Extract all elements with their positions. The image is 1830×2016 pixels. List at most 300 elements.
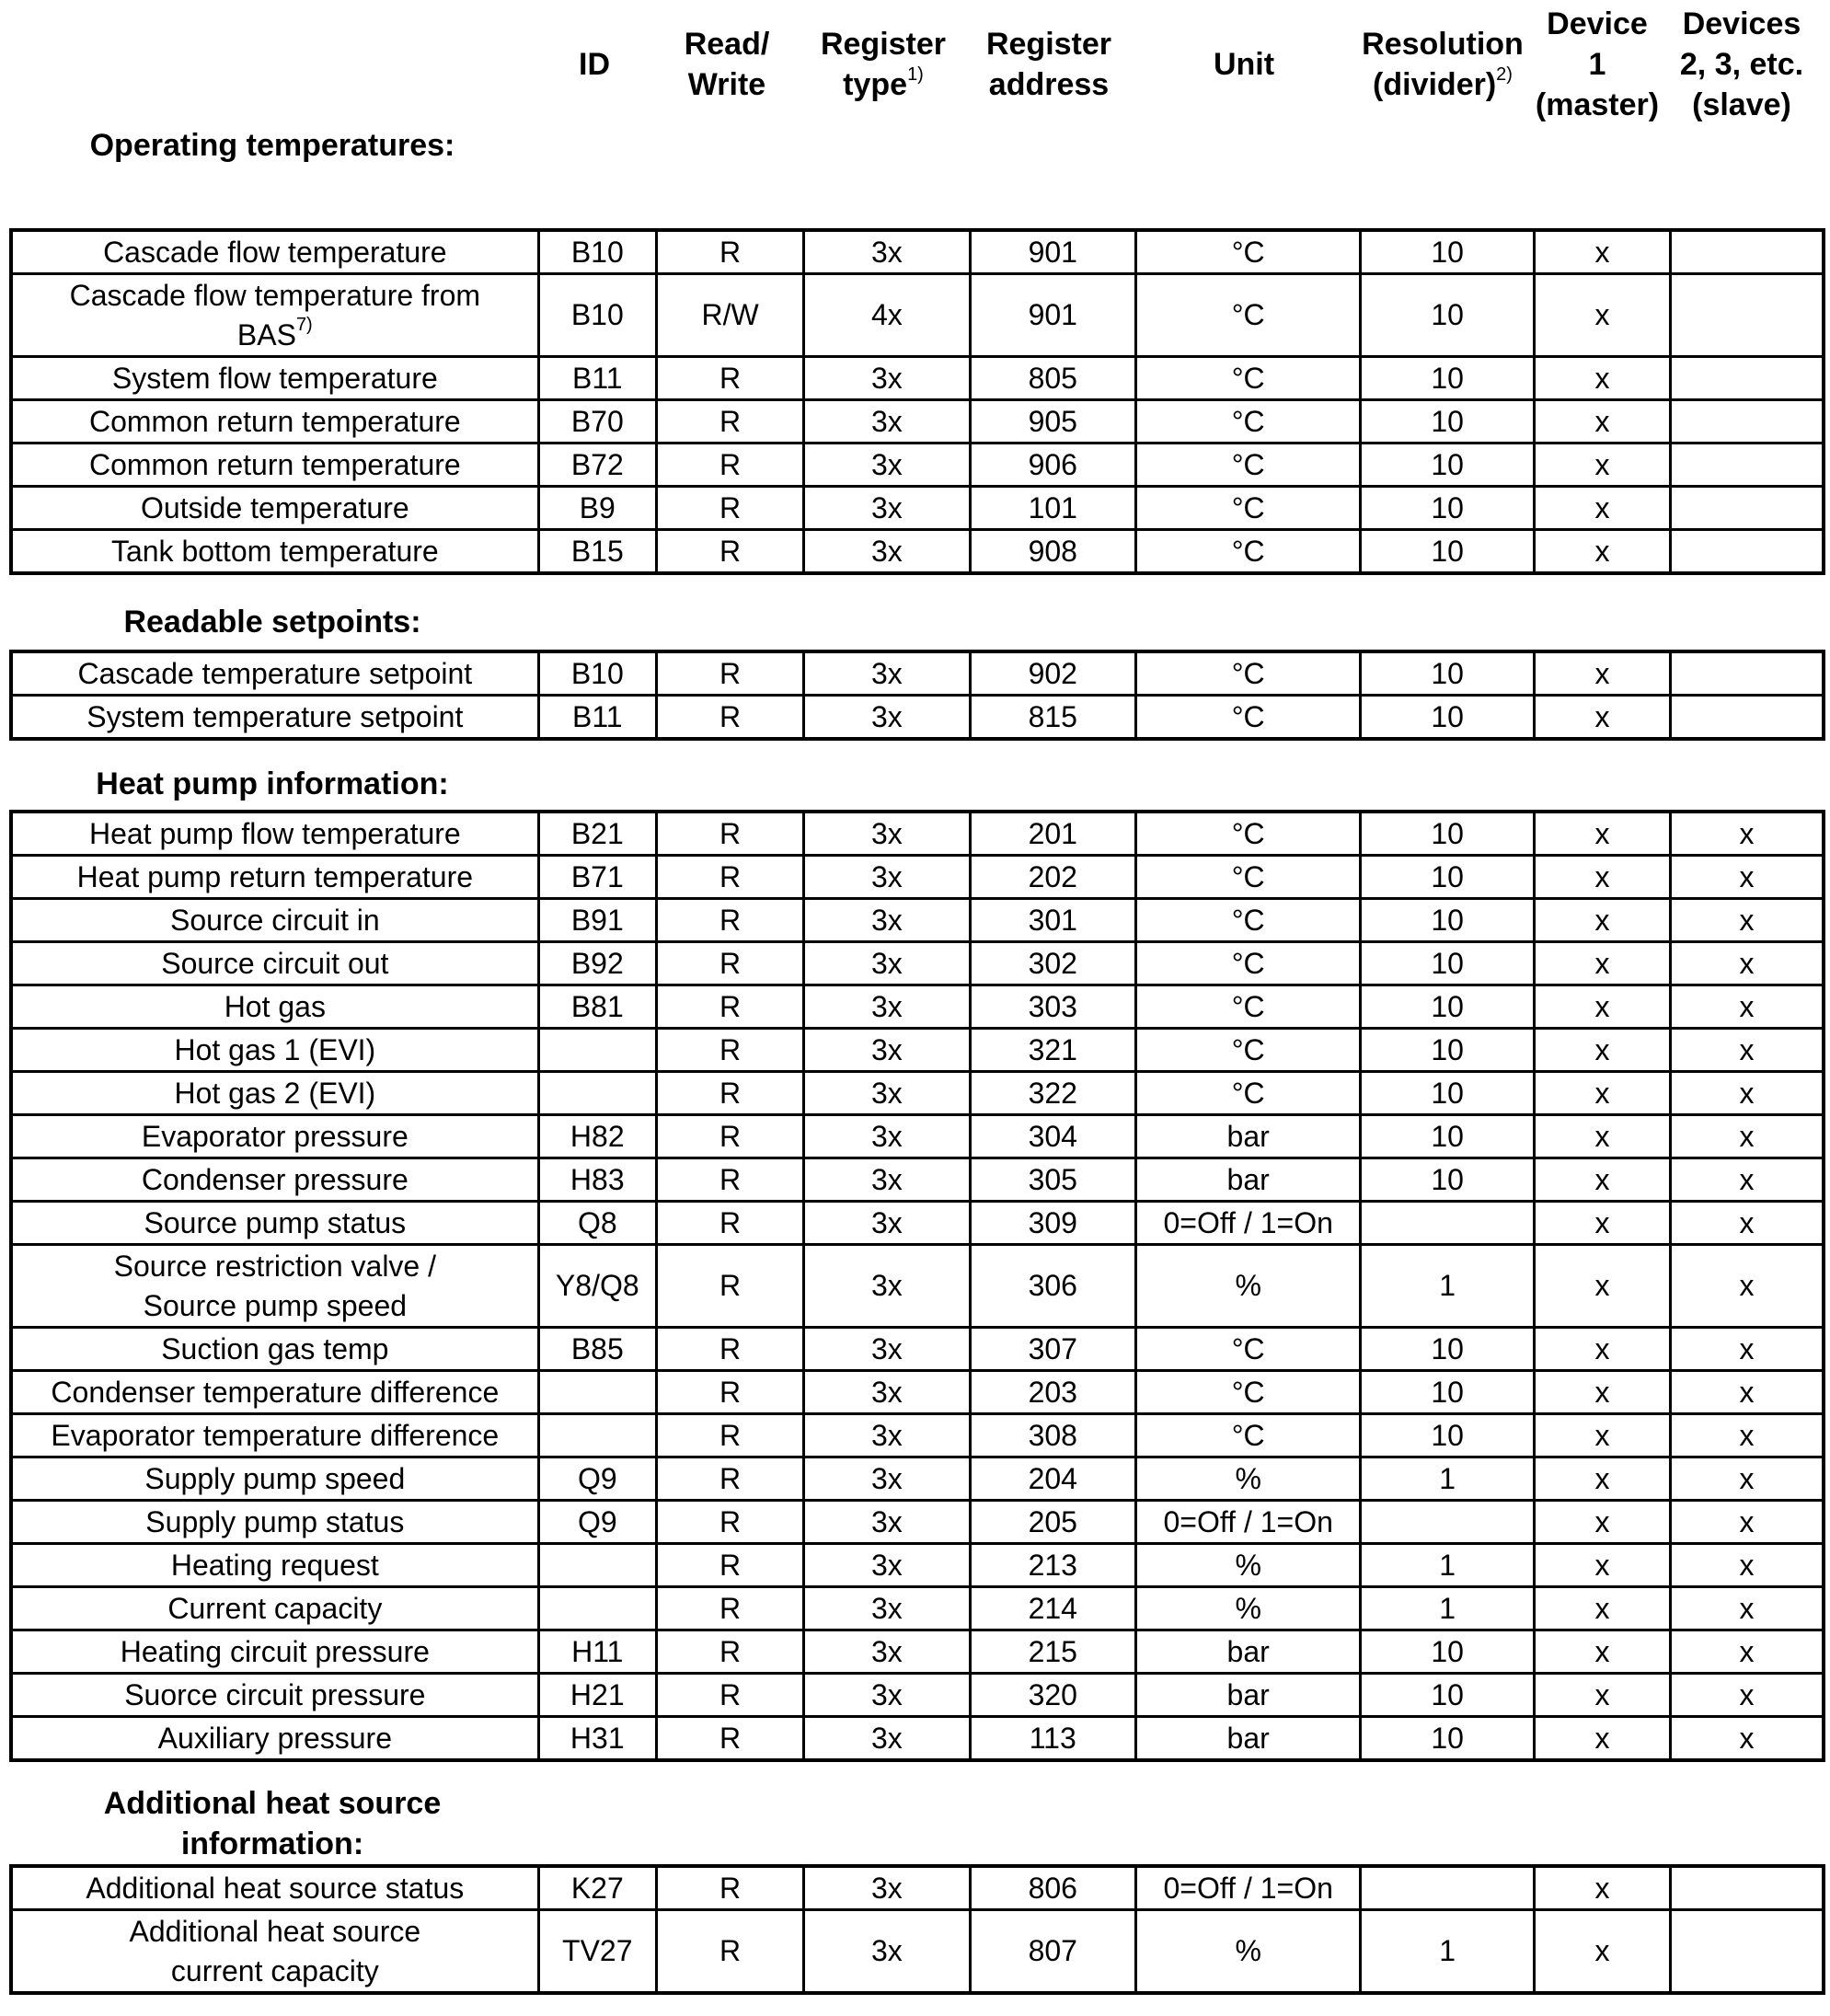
read-write-cell: R: [656, 899, 803, 942]
parameter-cell: [11, 1202, 538, 1245]
read-write-cell: R: [656, 1674, 803, 1717]
devices-slave-cell: [1671, 696, 1824, 740]
parameter-cell: [11, 1029, 538, 1072]
register-address-cell: 203: [970, 1371, 1135, 1414]
parameter-name-line: Source circuit in: [170, 903, 380, 937]
read-write-cell: R: [656, 1587, 803, 1630]
resolution-cell: 10: [1361, 1371, 1534, 1414]
device1-cell: x: [1534, 812, 1670, 856]
register-type-cell: 3x: [804, 1587, 970, 1630]
device1-cell: x: [1534, 487, 1670, 530]
section-title-line: Additional heat source: [103, 1786, 442, 1821]
id-cell: H11: [538, 1630, 656, 1674]
register-type-cell: 3x: [804, 942, 970, 985]
parameter-name-line: current capacity: [170, 1953, 379, 1987]
read-write-cell: R: [656, 651, 803, 696]
register-table: [9, 810, 1825, 1762]
device1-cell: x: [1534, 1544, 1670, 1587]
header-read-write: [653, 0, 800, 129]
resolution-cell: 10: [1361, 651, 1534, 696]
register-type-cell: 3x: [804, 985, 970, 1029]
register-address-cell: 301: [970, 899, 1135, 942]
register-type-cell: 3x: [804, 1457, 970, 1501]
register-type-cell: 3x: [804, 1674, 970, 1717]
devices-slave-cell: x: [1671, 1414, 1824, 1457]
resolution-cell: 10: [1361, 1328, 1534, 1371]
id-cell: B85: [538, 1328, 656, 1371]
register-type-cell: 3x: [804, 1414, 970, 1457]
header-device-1: [1529, 0, 1665, 129]
parameter-cell: [11, 1717, 538, 1761]
device1-cell: x: [1534, 1717, 1670, 1761]
register-address-cell: 309: [970, 1202, 1135, 1245]
read-write-cell: R: [656, 1029, 803, 1072]
parameter-cell: [11, 1501, 538, 1544]
unit-cell: °C: [1135, 651, 1360, 696]
register-type-cell: 3x: [804, 1717, 970, 1761]
resolution-cell: 10: [1361, 1072, 1534, 1115]
header-line: Write: [687, 67, 766, 102]
parameter-name-line: Source circuit out: [161, 946, 389, 980]
id-cell: Y8/Q8: [538, 1245, 656, 1328]
register-address-cell: 320: [970, 1674, 1135, 1717]
register-address-cell: 906: [970, 444, 1135, 487]
parameter-name-line: Hot gas 1 (EVI): [174, 1032, 376, 1066]
resolution-cell: 10: [1361, 1158, 1534, 1202]
register-type-cell: 3x: [804, 1630, 970, 1674]
resolution-cell: 10: [1361, 1414, 1534, 1457]
id-cell: B21: [538, 812, 656, 856]
device1-cell: x: [1534, 1371, 1670, 1414]
devices-slave-cell: x: [1671, 812, 1824, 856]
parameter-cell: [11, 1457, 538, 1501]
read-write-cell: R: [656, 487, 803, 530]
parameter-name-line: Condenser temperature difference: [51, 1375, 500, 1409]
header-line: Register: [820, 27, 947, 62]
id-cell: K27: [538, 1866, 656, 1910]
section-title-line: Operating temperatures:: [89, 128, 455, 163]
devices-slave-cell: x: [1671, 1115, 1824, 1158]
devices-slave-cell: x: [1671, 1674, 1824, 1717]
header-register-type: [800, 0, 966, 129]
register-address-cell: 303: [970, 985, 1135, 1029]
header-line: (master): [1535, 87, 1660, 122]
devices-slave-cell: x: [1671, 1158, 1824, 1202]
table-row: [11, 1029, 1824, 1072]
table-row: [11, 1245, 1824, 1328]
id-cell: B70: [538, 400, 656, 444]
id-cell: Q9: [538, 1501, 656, 1544]
parameter-name-line: Additional heat source: [129, 1914, 421, 1948]
header-line: address: [988, 67, 1110, 102]
read-write-cell: R: [656, 942, 803, 985]
parameter-name-line: Evaporator pressure: [141, 1119, 409, 1153]
read-write-cell: R: [656, 400, 803, 444]
id-cell: H31: [538, 1717, 656, 1761]
register-type-cell: 3x: [804, 400, 970, 444]
read-write-cell: R: [656, 230, 803, 274]
table-row: [11, 651, 1824, 696]
register-address-cell: 113: [970, 1717, 1135, 1761]
parameter-name-line: Hot gas 2 (EVI): [174, 1076, 376, 1110]
unit-cell: bar: [1135, 1717, 1360, 1761]
table-row: [11, 856, 1824, 899]
id-cell: B11: [538, 696, 656, 740]
header-line: (divider)$^{2)}$: [1373, 63, 1513, 102]
resolution-cell: 10: [1361, 1717, 1534, 1761]
parameter-name-line: Heat pump return temperature: [76, 859, 474, 893]
read-write-cell: R: [656, 1115, 803, 1158]
devices-slave-cell: [1671, 1910, 1824, 1994]
register-address-cell: 215: [970, 1630, 1135, 1674]
register-type-cell: 3x: [804, 230, 970, 274]
parameter-name-line: Hot gas: [224, 989, 326, 1023]
unit-cell: °C: [1135, 812, 1360, 856]
devices-slave-cell: x: [1671, 899, 1824, 942]
register-type-cell: 3x: [804, 899, 970, 942]
parameter-cell: [11, 1371, 538, 1414]
parameter-name-line: Heating request: [170, 1548, 379, 1582]
register-type-cell: 3x: [804, 1202, 970, 1245]
devices-slave-cell: x: [1671, 1717, 1824, 1761]
unit-cell: 0=Off / 1=On: [1135, 1501, 1360, 1544]
unit-cell: 0=Off / 1=On: [1135, 1866, 1360, 1910]
devices-slave-cell: [1671, 444, 1824, 487]
register-type-cell: 3x: [804, 812, 970, 856]
read-write-cell: R: [656, 1158, 803, 1202]
unit-cell: %: [1135, 1245, 1360, 1328]
parameter-name-line: Heating circuit pressure: [120, 1634, 430, 1668]
table-row: [11, 1158, 1824, 1202]
register-address-cell: 807: [970, 1910, 1135, 1994]
parameter-cell: [11, 274, 538, 357]
unit-cell: °C: [1135, 487, 1360, 530]
parameter-cell: [11, 530, 538, 574]
read-write-cell: R/W: [656, 274, 803, 357]
unit-cell: °C: [1135, 1414, 1360, 1457]
parameter-cell: [11, 1245, 538, 1328]
read-write-cell: R: [656, 1717, 803, 1761]
table-row: [11, 230, 1824, 274]
unit-cell: °C: [1135, 985, 1360, 1029]
id-cell: [538, 1072, 656, 1115]
register-address-cell: 306: [970, 1245, 1135, 1328]
id-cell: H83: [538, 1158, 656, 1202]
device1-cell: x: [1534, 530, 1670, 574]
id-cell: [538, 1544, 656, 1587]
table-row: [11, 357, 1824, 400]
register-address-cell: 815: [970, 696, 1135, 740]
parameter-name-line: Condenser pressure: [141, 1162, 409, 1196]
parameter-name-line: Source pump status: [144, 1205, 407, 1239]
register-type-cell: 3x: [804, 1245, 970, 1328]
table-row: [11, 530, 1824, 574]
parameter-cell: [11, 696, 538, 740]
unit-cell: %: [1135, 1457, 1360, 1501]
parameter-name-line: Common return temperature: [88, 404, 461, 438]
register-address-cell: 308: [970, 1414, 1135, 1457]
parameter-name-line: BAS$^{7)}$: [236, 314, 313, 351]
resolution-cell: 10: [1361, 942, 1534, 985]
resolution-cell: 10: [1361, 1029, 1534, 1072]
read-write-cell: R: [656, 1245, 803, 1328]
register-address-cell: 101: [970, 487, 1135, 530]
id-cell: B10: [538, 230, 656, 274]
unit-cell: °C: [1135, 696, 1360, 740]
register-address-cell: 902: [970, 651, 1135, 696]
device1-cell: x: [1534, 696, 1670, 740]
id-cell: B15: [538, 530, 656, 574]
unit-cell: °C: [1135, 357, 1360, 400]
devices-slave-cell: x: [1671, 1202, 1824, 1245]
table-row: [11, 1544, 1824, 1587]
resolution-cell: 1: [1361, 1587, 1534, 1630]
register-address-cell: 305: [970, 1158, 1135, 1202]
device1-cell: x: [1534, 1414, 1670, 1457]
parameter-cell: [11, 1158, 538, 1202]
header-line: Device: [1547, 6, 1648, 41]
devices-slave-cell: x: [1671, 856, 1824, 899]
parameter-cell: [11, 487, 538, 530]
read-write-cell: R: [656, 1544, 803, 1587]
device1-cell: x: [1534, 942, 1670, 985]
parameter-name-line: Cascade flow temperature from: [69, 278, 481, 312]
id-cell: [538, 1587, 656, 1630]
devices-slave-cell: x: [1671, 1457, 1824, 1501]
device1-cell: x: [1534, 1630, 1670, 1674]
parameter-cell: [11, 1328, 538, 1371]
parameter-name-line: System temperature setpoint: [86, 699, 464, 733]
register-address-cell: 204: [970, 1457, 1135, 1501]
header-line: Devices: [1682, 6, 1801, 41]
unit-cell: %: [1135, 1587, 1360, 1630]
unit-cell: bar: [1135, 1115, 1360, 1158]
table-row: [11, 899, 1824, 942]
parameter-cell: [11, 1414, 538, 1457]
read-write-cell: R: [656, 444, 803, 487]
section-title-line: Heat pump information:: [96, 766, 449, 801]
parameter-cell: [11, 651, 538, 696]
unit-cell: bar: [1135, 1630, 1360, 1674]
read-write-cell: R: [656, 530, 803, 574]
register-table: [9, 1864, 1825, 1995]
footnote-marker: 1): [907, 63, 924, 85]
devices-slave-cell: [1671, 1866, 1824, 1910]
read-write-cell: R: [656, 856, 803, 899]
register-type-cell: 3x: [804, 1910, 970, 1994]
id-cell: H21: [538, 1674, 656, 1717]
table-row: [11, 1414, 1824, 1457]
header-line: 2, 3, etc.: [1679, 47, 1804, 82]
resolution-cell: 10: [1361, 1674, 1534, 1717]
read-write-cell: R: [656, 985, 803, 1029]
devices-slave-cell: x: [1671, 1072, 1824, 1115]
section-title: [9, 602, 535, 642]
id-cell: B11: [538, 357, 656, 400]
section-title-line: Readable setpoints:: [123, 605, 421, 639]
unit-cell: %: [1135, 1910, 1360, 1994]
id-cell: B81: [538, 985, 656, 1029]
read-write-cell: R: [656, 1910, 803, 1994]
header-line: type$^{1)}$: [843, 63, 924, 102]
parameter-cell: [11, 1630, 538, 1674]
resolution-cell: [1361, 1866, 1534, 1910]
device1-cell: x: [1534, 651, 1670, 696]
device1-cell: x: [1534, 230, 1670, 274]
resolution-cell: 10: [1361, 696, 1534, 740]
id-cell: TV27: [538, 1910, 656, 1994]
parameter-cell: [11, 942, 538, 985]
register-type-cell: 3x: [804, 856, 970, 899]
device1-cell: x: [1534, 1245, 1670, 1328]
resolution-cell: 10: [1361, 1115, 1534, 1158]
register-type-cell: 3x: [804, 357, 970, 400]
id-cell: B9: [538, 487, 656, 530]
parameter-name-line: Common return temperature: [88, 447, 461, 481]
resolution-cell: 10: [1361, 812, 1534, 856]
table-row: [11, 1457, 1824, 1501]
register-type-cell: 3x: [804, 530, 970, 574]
register-address-cell: 307: [970, 1328, 1135, 1371]
resolution-cell: 10: [1361, 487, 1534, 530]
table-row: [11, 1072, 1824, 1115]
device1-cell: x: [1534, 274, 1670, 357]
device1-cell: x: [1534, 1115, 1670, 1158]
read-write-cell: R: [656, 1414, 803, 1457]
resolution-cell: 10: [1361, 899, 1534, 942]
resolution-cell: 10: [1361, 444, 1534, 487]
register-address-cell: 201: [970, 812, 1135, 856]
register-type-cell: 3x: [804, 696, 970, 740]
register-address-cell: 901: [970, 274, 1135, 357]
table-row: [11, 1674, 1824, 1717]
read-write-cell: R: [656, 696, 803, 740]
unit-cell: °C: [1135, 1371, 1360, 1414]
parameter-cell: [11, 1115, 538, 1158]
read-write-cell: R: [656, 1501, 803, 1544]
unit-cell: °C: [1135, 400, 1360, 444]
unit-cell: °C: [1135, 1072, 1360, 1115]
parameter-name-line: Supply pump status: [145, 1504, 405, 1538]
resolution-cell: 10: [1361, 1630, 1534, 1674]
register-address-cell: 202: [970, 856, 1135, 899]
register-type-cell: 3x: [804, 1501, 970, 1544]
devices-slave-cell: x: [1671, 1328, 1824, 1371]
table-row: [11, 985, 1824, 1029]
parameter-cell: [11, 1587, 538, 1630]
device1-cell: x: [1534, 1158, 1670, 1202]
parameter-cell: [11, 899, 538, 942]
table-row: [11, 274, 1824, 357]
section-title-line: information:: [180, 1826, 364, 1861]
unit-cell: °C: [1135, 1029, 1360, 1072]
parameter-cell: [11, 1674, 538, 1717]
parameter-name-line: Cascade flow temperature: [103, 235, 447, 269]
unit-cell: bar: [1135, 1674, 1360, 1717]
resolution-cell: 10: [1361, 230, 1534, 274]
table-row: [11, 1587, 1824, 1630]
register-type-cell: 3x: [804, 1371, 970, 1414]
table-row: [11, 487, 1824, 530]
table-row: [11, 696, 1824, 740]
parameter-cell: [11, 1910, 538, 1994]
parameter-name-line: Tank bottom temperature: [110, 534, 439, 568]
table-row: [11, 1866, 1824, 1910]
parameter-cell: [11, 985, 538, 1029]
parameter-name-line: Auxiliary pressure: [157, 1721, 392, 1755]
resolution-cell: 10: [1361, 985, 1534, 1029]
device1-cell: x: [1534, 856, 1670, 899]
read-write-cell: R: [656, 1328, 803, 1371]
section-title: [9, 125, 535, 166]
id-cell: B72: [538, 444, 656, 487]
register-address-cell: 213: [970, 1544, 1135, 1587]
header-line: Read/: [684, 27, 770, 62]
table-row: [11, 942, 1824, 985]
resolution-cell: [1361, 1202, 1534, 1245]
unit-cell: °C: [1135, 899, 1360, 942]
register-type-cell: 3x: [804, 1866, 970, 1910]
parameter-cell: [11, 357, 538, 400]
register-address-cell: 905: [970, 400, 1135, 444]
unit-cell: °C: [1135, 530, 1360, 574]
device1-cell: x: [1534, 1866, 1670, 1910]
resolution-cell: 1: [1361, 1457, 1534, 1501]
register-table: [9, 650, 1825, 741]
table-row: [11, 1717, 1824, 1761]
parameter-cell: [11, 444, 538, 487]
header-register-address: [966, 0, 1132, 129]
parameter-name-line: Supply pump speed: [144, 1461, 406, 1495]
read-write-cell: R: [656, 812, 803, 856]
register-address-cell: 321: [970, 1029, 1135, 1072]
parameter-cell: [11, 230, 538, 274]
device1-cell: x: [1534, 1202, 1670, 1245]
parameter-cell: [11, 1866, 538, 1910]
parameter-cell: [11, 856, 538, 899]
id-cell: B91: [538, 899, 656, 942]
unit-cell: %: [1135, 1544, 1360, 1587]
unit-cell: bar: [1135, 1158, 1360, 1202]
register-type-cell: 3x: [804, 1544, 970, 1587]
table-row: [11, 1501, 1824, 1544]
register-type-cell: 3x: [804, 487, 970, 530]
header-line: (slave): [1692, 87, 1791, 122]
register-table: [9, 228, 1825, 575]
devices-slave-cell: x: [1671, 1501, 1824, 1544]
resolution-cell: 10: [1361, 530, 1534, 574]
resolution-cell: 10: [1361, 274, 1534, 357]
parameter-cell: [11, 812, 538, 856]
table-row: [11, 1371, 1824, 1414]
register-type-cell: 3x: [804, 1029, 970, 1072]
devices-slave-cell: x: [1671, 1245, 1824, 1328]
device1-cell: x: [1534, 1072, 1670, 1115]
unit-cell: °C: [1135, 274, 1360, 357]
header-id: [535, 0, 653, 129]
header-resolution: [1356, 0, 1529, 129]
register-address-cell: 908: [970, 530, 1135, 574]
devices-slave-cell: [1671, 230, 1824, 274]
table-row: [11, 444, 1824, 487]
device1-cell: x: [1534, 1029, 1670, 1072]
parameter-name-line: Cascade temperature setpoint: [77, 656, 473, 690]
header-devices-slave: [1665, 0, 1818, 129]
resolution-cell: 10: [1361, 357, 1534, 400]
section-title: [9, 1783, 535, 1864]
device1-cell: x: [1534, 444, 1670, 487]
devices-slave-cell: x: [1671, 1544, 1824, 1587]
